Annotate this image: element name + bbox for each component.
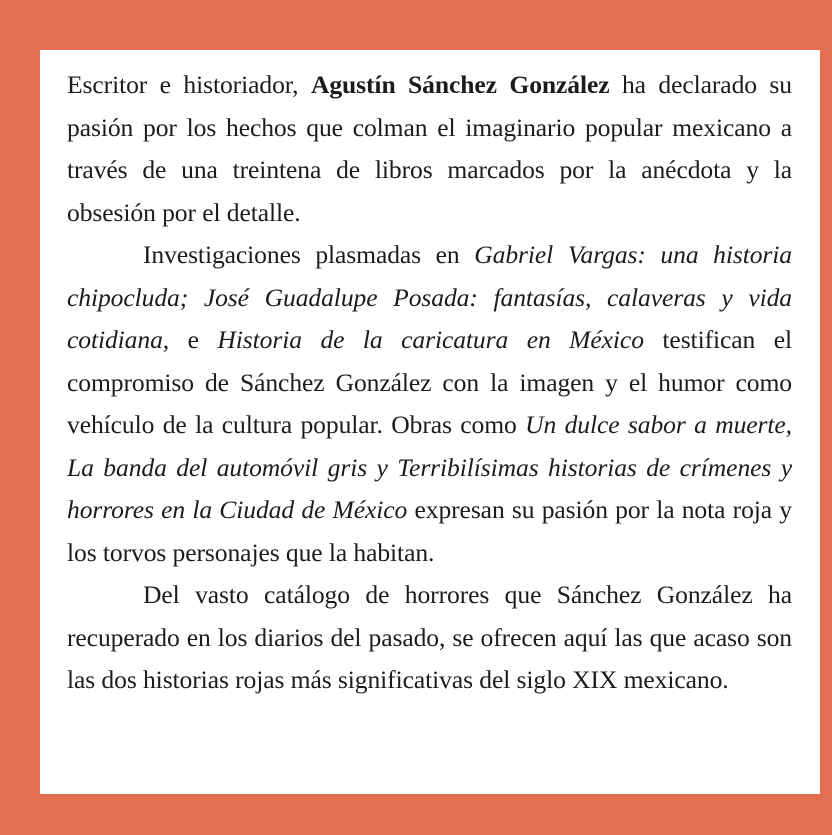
paragraph-works: Investigaciones plasmadas en Gabriel Vargas: una historia chipocluda; José Guadalupe Posada: fantasías, calaveras y vida cotidiana, e Historia de la caricatura en México testifican el compromiso de Sánchez González con la imagen y el humor como vehículo de la cultura popular. Obras como Un dulce sabor a muerte, La banda del automóvil gris y Terribilísimas historias de crímenes y horrores en la Ciudad de México expresan su pasión por la nota roja y los torvos personajes que la habitan. <box>67 240 793 567</box>
book-title-2: Historia de la caricatura en México <box>217 325 644 354</box>
paragraph-intro: Escritor e historiador, Agustín Sánchez González ha declarado su pasión por los hechos que colman el imaginario popular mexicano a través de una treintena de libros marcados por la anécdota y la obsesión por el detalle. <box>67 70 792 227</box>
paragraph-closing: Del vasto catálogo de horrores que Sánchez González ha recuperado en los diarios del pasado, se ofrecen aquí las que acaso son las dos historias rojas más significativas del siglo XIX mexicano. <box>67 580 792 694</box>
book-page <box>40 50 820 794</box>
book-titles-3: Un dulce sabor a muerte, La banda del automóvil gris y Terribilísimas historias de crímenes y horrores en la Ciudad de México <box>67 410 792 524</box>
author-name: Agustín Sánchez González <box>310 70 610 99</box>
book-titles-1: Gabriel Vargas: una historia chipocluda; José Guadalupe Posada: fantasías, calaveras y vida cotidiana, <box>67 240 792 354</box>
